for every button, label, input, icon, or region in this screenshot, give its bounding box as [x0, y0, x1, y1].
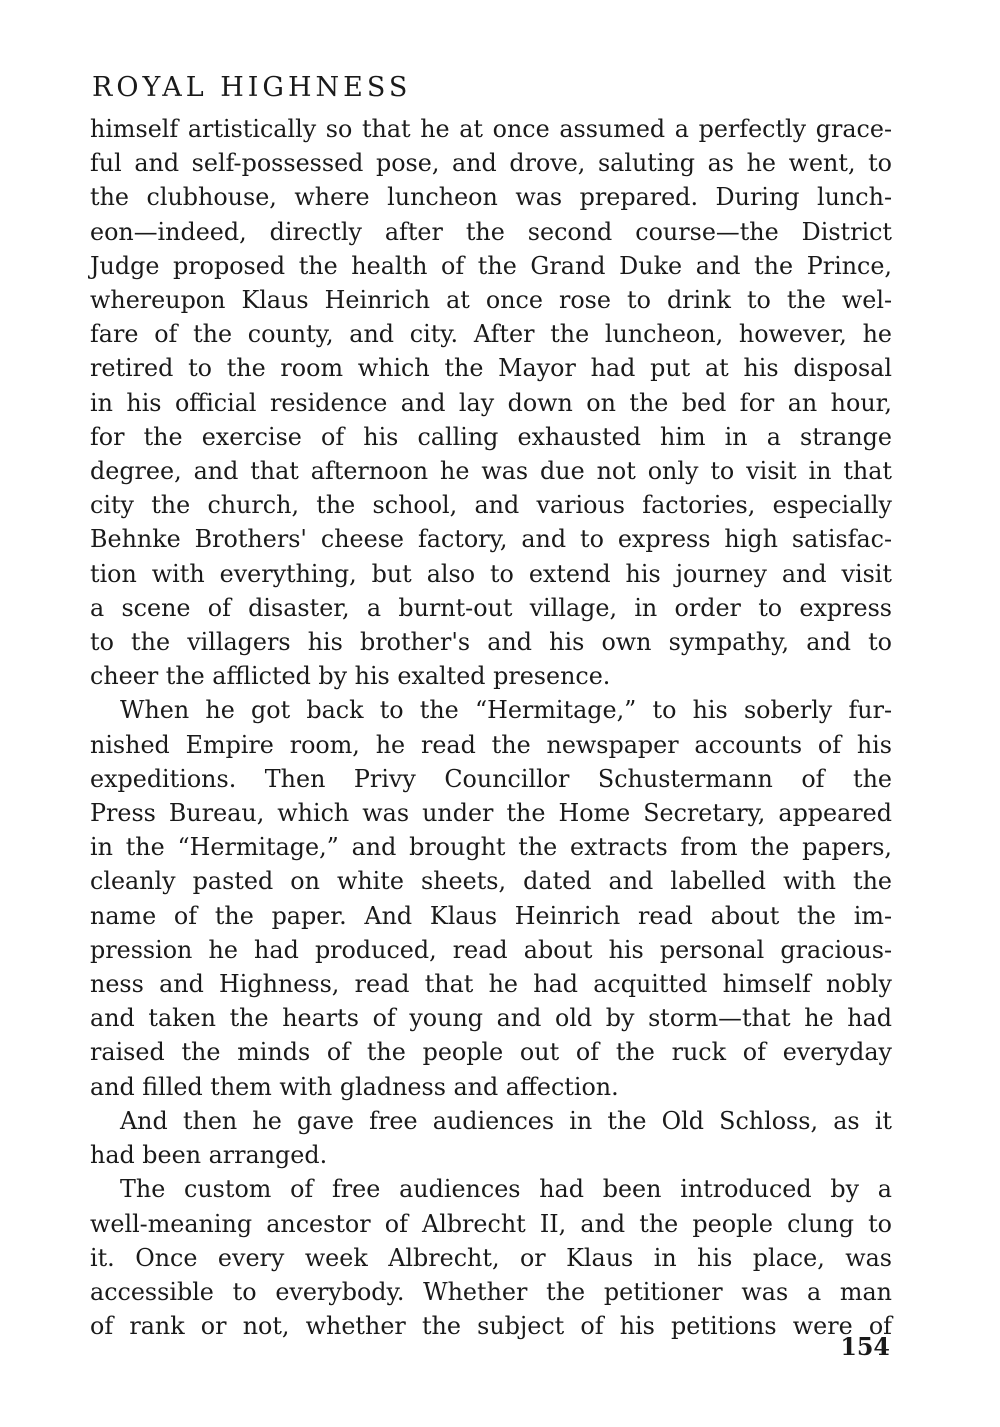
text-line: expeditions. Then Privy Councillor Schustermann of the [90, 764, 892, 793]
text-line: nished Empire room, he read the newspaper accounts of his [90, 730, 892, 759]
text-line: in his official residence and lay down on the bed for an hour, [90, 388, 892, 417]
text-line: fare of the county, and city. After the luncheon, however, he [90, 320, 892, 349]
text-line: When he got back to the “Hermitage,” to his soberly fur- [120, 696, 892, 725]
paragraph [90, 112, 892, 693]
body-text [90, 112, 892, 1343]
text-line: a scene of disaster, a burnt-out village, in order to express [90, 593, 892, 622]
paragraph [90, 1104, 892, 1172]
text-line: it. Once every week Albrecht, or Klaus in his place, was [90, 1243, 892, 1272]
text-line: cleanly pasted on white sheets, dated and labelled with the [90, 867, 892, 896]
text-line: And then he gave free audiences in the Old Schloss, as it [120, 1106, 892, 1135]
text-line: to the villagers his brother's and his own sympathy, and to [90, 628, 892, 657]
page-number: 154 [840, 1333, 890, 1361]
text-line: name of the paper. And Klaus Heinrich read about the im- [90, 901, 892, 930]
text-line: and filled them with gladness and affection. [90, 1072, 619, 1101]
text-line: pression he had produced, read about his personal gracious- [90, 935, 892, 964]
text-line: in the “Hermitage,” and brought the extracts from the papers, [90, 833, 892, 862]
text-line: Press Bureau, which was under the Home Secretary, appeared [90, 799, 892, 828]
text-line: well-meaning ancestor of Albrecht II, and the people clung to [90, 1209, 892, 1238]
text-line: of rank or not, whether the subject of his petitions were of [90, 1312, 892, 1341]
text-line: for the exercise of his calling exhausted him in a strange [90, 422, 892, 451]
running-head: ROYAL HIGHNESS [92, 72, 412, 103]
text-line: cheer the afflicted by his exalted presence. [90, 662, 611, 691]
text-line: Behnke Brothers' cheese factory, and to express high satisfac- [90, 525, 892, 554]
text-line: Judge proposed the health of the Grand Duke and the Prince, [90, 251, 892, 280]
text-line: eon—indeed, directly after the second course—the District [90, 217, 892, 246]
text-line: tion with everything, but also to extend his journey and visit [90, 559, 892, 588]
text-line: degree, and that afternoon he was due not only to visit in that [90, 457, 892, 486]
text-line: had been arranged. [90, 1141, 328, 1170]
paragraph [90, 1172, 892, 1343]
text-line: accessible to everybody. Whether the petitioner was a man [90, 1277, 892, 1306]
text-line: retired to the room which the Mayor had put at his disposal [90, 354, 892, 383]
paragraph [90, 693, 892, 1103]
text-line: The custom of free audiences had been introduced by a [120, 1175, 892, 1204]
text-line: city the church, the school, and various factories, especially [90, 491, 892, 520]
text-line: the clubhouse, where luncheon was prepared. During lunch- [90, 183, 892, 212]
text-line: ful and self-possessed pose, and drove, saluting as he went, to [90, 149, 892, 178]
text-line: himself artistically so that he at once assumed a perfectly grace- [90, 115, 892, 143]
text-line: and taken the hearts of young and old by storm—that he had [90, 1004, 892, 1033]
text-line: raised the minds of the people out of the ruck of everyday [90, 1038, 892, 1067]
text-line: ness and Highness, read that he had acquitted himself nobly [90, 970, 892, 999]
text-line: whereupon Klaus Heinrich at once rose to drink to the wel- [90, 286, 892, 315]
